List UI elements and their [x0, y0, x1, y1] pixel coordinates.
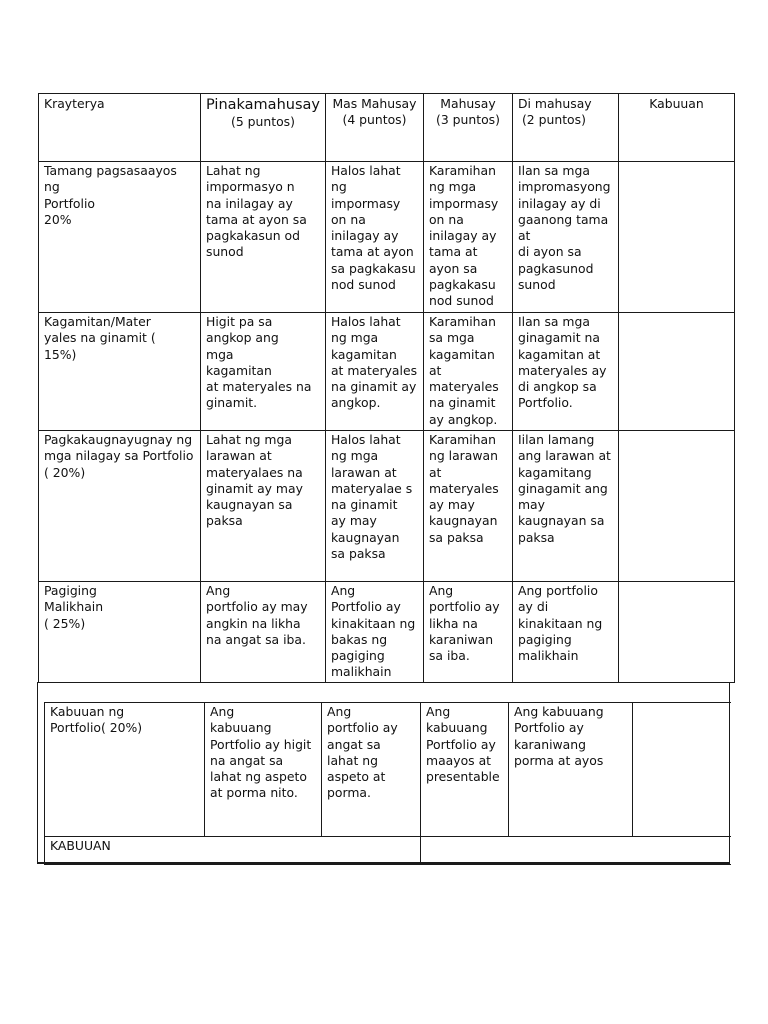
grand-total-value[interactable] [421, 837, 731, 865]
score-cell[interactable] [618, 162, 734, 313]
level2-cell: Ang kabuuang Portfolio ay karaniwang porma at ayos [509, 703, 633, 837]
level2-points: (2 puntos) [521, 112, 586, 128]
table-row [39, 582, 735, 683]
level3-cell: Karamihan sa mga kagamitan at materyales na ginamit ay angkop. [423, 313, 512, 431]
level2-cell: Ang portfolio ay di kinakitaan ng pagiging malikhain [512, 582, 618, 683]
level5-cell: Lahat ng mga larawan at materyalaes na ginamit ay may kaugnayan sa paksa [201, 431, 326, 582]
score-cell[interactable] [618, 313, 734, 431]
criteria-cell: Tamang pagsasaayos ng Portfolio 20% [39, 162, 201, 313]
level5-points: (5 puntos) [231, 114, 295, 129]
summary-table [44, 702, 731, 865]
score-cell[interactable] [633, 703, 731, 837]
criteria-cell: Kagamitan/Mater yales na ginamit ( 15%) [39, 313, 201, 431]
level5-name: Pinakamahusay [206, 97, 320, 113]
level5-cell: Higit pa sa angkop ang mga kagamitan at materyales na ginamit. [201, 313, 326, 431]
level5-cell: Lahat ng impormasyo n na inilagay ay tama at ayon sa pagkakasun od sunod [201, 162, 326, 313]
level4-header [325, 94, 423, 162]
level4-name: Mas Mahusay [332, 96, 417, 111]
header-row [39, 94, 735, 162]
level4-cell: Halos lahat ng mga kagamitan at materyales na ginamit ay angkop. [325, 313, 423, 431]
level2-name: Di mahusay [517, 96, 592, 111]
level5-header [201, 94, 326, 162]
level3-name: Mahusay [440, 96, 496, 111]
total-header: Kabuuan [618, 94, 734, 162]
level2-header [512, 94, 618, 162]
level3-points: (3 puntos) [435, 112, 500, 128]
level2-cell: Ilan sa mga impromasyong inilagay ay di gaanong tama at di ayon sa pagkasunod sunod [512, 162, 618, 313]
level3-header [423, 94, 512, 162]
level4-cell: Halos lahat ng mga larawan at materyalae s na ginamit ay may kaugnayan sa paksa [325, 431, 423, 582]
score-cell[interactable] [618, 582, 734, 683]
level3-cell: Ang kabuuang Portfolio ay maayos at presentable [421, 703, 509, 837]
grand-total-label: KABUUAN [45, 837, 421, 865]
grand-total-row [45, 837, 731, 865]
criteria-cell: Kabuuan ng Portfolio( 20%) [45, 703, 205, 837]
criteria-cell: Pagkakaugnayugnay ng mga nilagay sa Portfolio ( 20%) [39, 431, 201, 582]
level3-cell: Ang portfolio ay likha na karaniwan sa iba. [423, 582, 512, 683]
table-row [39, 162, 735, 313]
level3-cell: Karamihan ng mga impormasy on na inilagay ay tama at ayon sa pagkakasu nod sunod [423, 162, 512, 313]
level5-cell: Ang kabuuang Portfolio ay higit na angat sa lahat ng aspeto at porma nito. [205, 703, 322, 837]
level5-cell: Ang portfolio ay may angkin na likha na angat sa iba. [201, 582, 326, 683]
summary-row [45, 703, 731, 837]
level3-cell: Karamihan ng larawan at materyales ay may kaugnayan sa paksa [423, 431, 512, 582]
table-row [39, 431, 735, 582]
rubric-table [38, 93, 735, 683]
criteria-header: Krayterya [39, 94, 201, 162]
level4-cell: Ang Portfolio ay kinakitaan ng bakas ng pagiging malikhain [325, 582, 423, 683]
level2-cell: Iilan lamang ang larawan at kagamitang ginagamit ang may kaugnayan sa paksa [512, 431, 618, 582]
level2-cell: Ilan sa mga ginagamit na kagamitan at materyales ay di angkop sa Portfolio. [512, 313, 618, 431]
score-cell[interactable] [618, 431, 734, 582]
level4-cell: Halos lahat ng impormasy on na inilagay ay tama at ayon sa pagkakasu nod sunod [325, 162, 423, 313]
table-row [39, 313, 735, 431]
criteria-cell: Pagiging Malikhain ( 25%) [39, 582, 201, 683]
level4-points: (4 puntos) [342, 112, 407, 128]
level4-cell: Ang portfolio ay angat sa lahat ng aspeto at porma. [322, 703, 421, 837]
